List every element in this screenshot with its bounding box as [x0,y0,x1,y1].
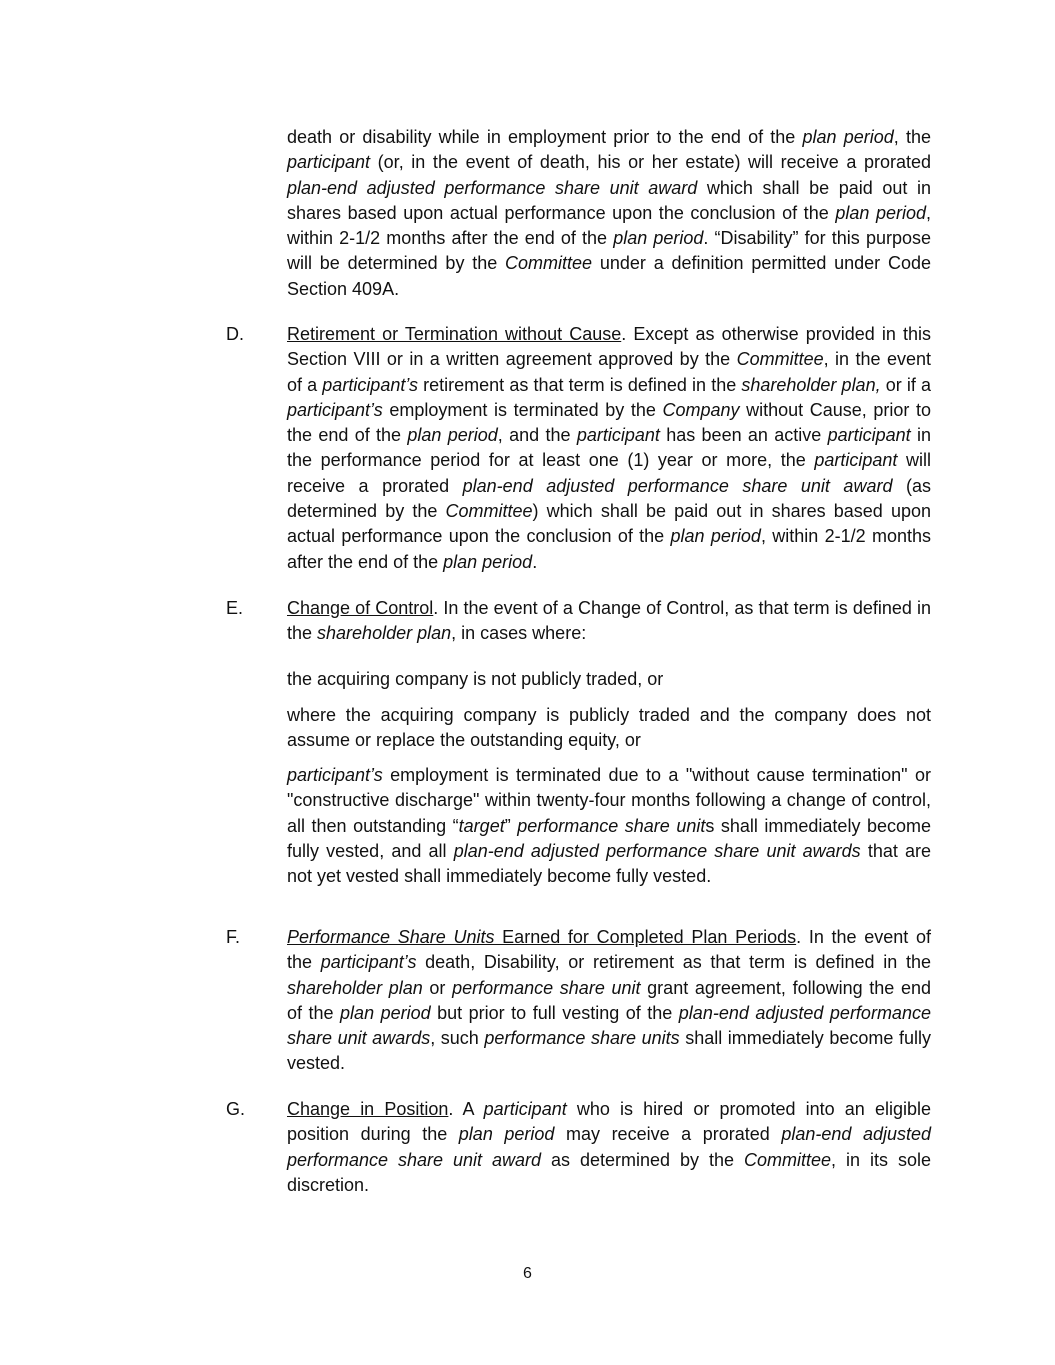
text: death, Disability, or retirement as that term is defined in the [416,952,931,973]
text: death or disability while in employment prior to the end of the [287,127,803,147]
text: which shall be paid out in shares based upon actual performance upon the conclusion of the [287,177,931,223]
section-d-label: D. [226,324,244,344]
italic-term: participant’s [320,952,417,973]
section-g-label: G. [226,1099,246,1119]
italic-term: participant’s [287,399,383,420]
text: (or, in the event of death, his or her estate) will receive a prorated [370,152,931,173]
italic-term: Performance Share Units [287,927,495,947]
text: , such [430,1028,485,1049]
section-g-paragraph [287,1097,931,1198]
italic-term: plan period [835,202,926,223]
italic-term: participant [814,450,898,471]
text: . “Disability” for this purpose will be determined by the [287,228,931,274]
italic-term: Committee [736,349,824,370]
italic-term: plan period [340,1002,431,1023]
section-e-case-1: the acquiring company is not publicly traded, or [287,669,664,689]
italic-term: participant’s [287,765,383,785]
italic-term: Committee [744,1149,832,1170]
section-f-paragraph [287,925,931,1077]
text: will receive a prorated [287,450,931,496]
italic-term: Committee [445,501,533,522]
text: who is hired or promoted into an eligible position during the [287,1099,931,1145]
italic-term: plan period [613,228,704,249]
italic-term: plan period [670,526,761,547]
section-e-label: E. [226,598,244,618]
text: under a definition permitted under Code Section 409A. [287,253,931,299]
section-d-paragraph [287,322,931,575]
section-e-case-2: where the acquiring company is publicly traded and the company does not assume or replace the outstanding equity, or [287,705,931,751]
text: . In the event of the [287,927,931,973]
italic-term: performance share unit [517,815,706,836]
text: or [422,977,453,998]
text: that are not yet vested shall immediately become fully vested. [287,840,932,887]
italic-term: plan-end adjusted performance share unit awards [287,1002,931,1049]
text: Earned for Completed Plan Periods [494,927,797,947]
italic-term: plan-end adjusted performance share unit award [462,475,893,496]
italic-term: participant [287,152,371,173]
italic-term: participant [576,425,660,446]
italic-term: shareholder plan, [741,374,881,395]
text: , in its sole discretion. [287,1149,931,1195]
italic-term: performance share units [484,1028,680,1049]
italic-term: plan-end adjusted performance share unit award [287,177,698,198]
italic-term: participant [827,425,911,446]
page-number: 6 [523,1265,532,1282]
text: employment is terminated due to a "without cause termination" or "constructive discharge" within twenty-four months following a change of control, all then outstanding “ [287,765,931,836]
italic-term: Committee [505,253,593,274]
text: ) which shall be paid out in shares based upon actual performance upon the conclusion of the [287,501,931,547]
text: but prior to full vesting of the [430,1002,679,1023]
section-f-heading [287,927,796,947]
text: (as determined by the [287,475,931,522]
text: as determined by the [541,1149,745,1170]
section-e-case-3 [287,763,931,889]
section-g-heading: Change in Position [287,1099,449,1119]
italic-term: plan-end adjusted performance share unit awards [453,840,861,861]
text: retirement as that term is defined in the [418,374,742,395]
text: . [532,551,538,572]
text: employment is terminated by the [382,399,663,420]
italic-term: target [458,815,505,836]
section-d-heading: Retirement or Termination without Cause [287,324,622,344]
text: , within 2-1/2 months after the end of the [287,526,931,572]
italic-term: plan period [407,425,498,446]
text: in the performance period for at least one (1) year or more, the [287,425,932,471]
text: may receive a prorated [554,1124,782,1145]
text: or if a [880,374,931,395]
italic-term: shareholder plan [287,977,423,998]
text: without Cause, prior to the end of the [287,399,932,446]
text: grant agreement, following the end of the [287,977,931,1023]
text: . A [448,1099,484,1119]
text: , in cases where: [451,623,587,644]
text: has been an active [659,425,828,446]
text: , in the event of a [287,349,931,395]
text: ” [504,815,518,836]
italic-term: Company [662,399,740,420]
text: , within 2-1/2 months after the end of the [287,202,931,249]
italic-term: participant’s [322,374,419,395]
section-f-label: F. [226,927,241,947]
text: shall immediately become fully vested. [287,1028,931,1074]
italic-term: plan period [802,127,894,147]
text: , and the [497,425,577,446]
text: . In the event of a Change of Control, as that term is defined in the [287,598,931,644]
text: . Except as otherwise provided in this Section VIII or in a written agreement approved by the [287,324,931,370]
italic-term: performance share unit [452,977,641,998]
italic-term: plan period [458,1124,555,1145]
text: s shall immediately become fully vested, and all [287,815,931,861]
italic-term: participant [483,1099,567,1119]
text: , the [893,127,931,147]
italic-term: plan-end adjusted performance share unit award [287,1124,931,1170]
italic-term: shareholder plan [317,623,452,644]
intro-paragraph [287,125,931,302]
section-e-heading: Change of Control [287,598,434,618]
section-e-paragraph [287,596,931,647]
italic-term: plan period [443,551,533,572]
